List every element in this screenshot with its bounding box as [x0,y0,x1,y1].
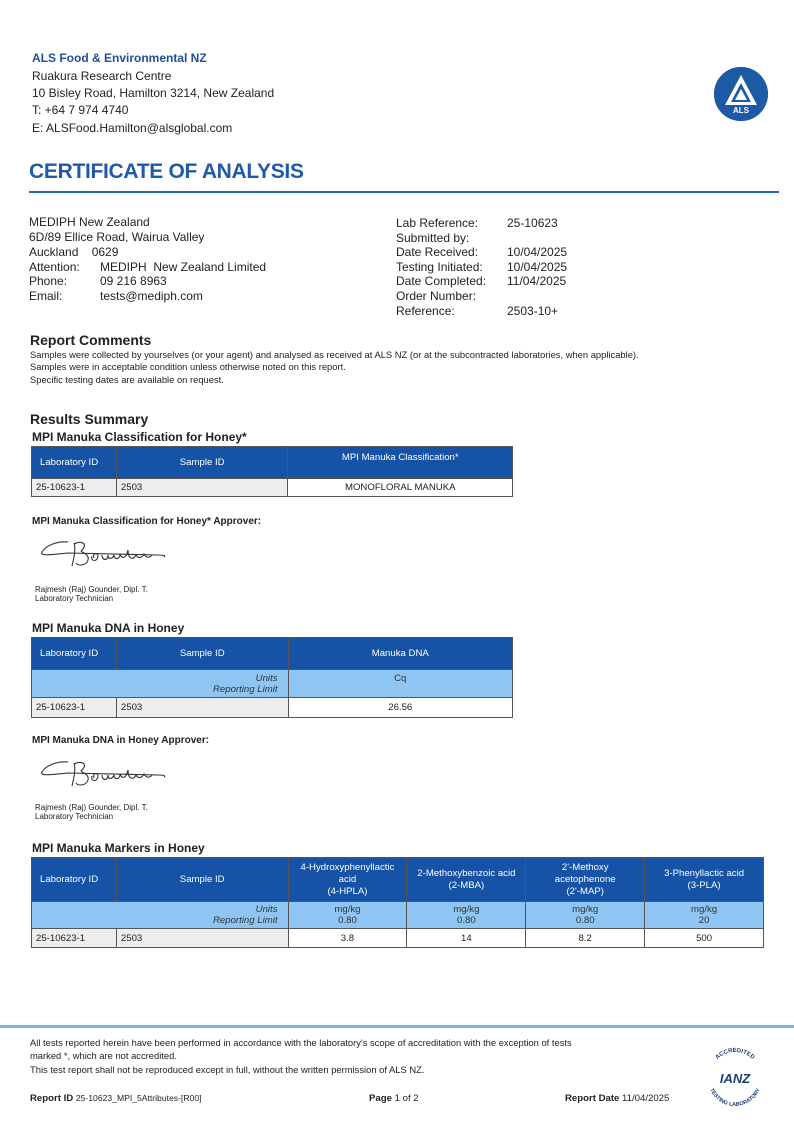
col-2-map [526,858,645,902]
accreditation-logo [700,1043,770,1113]
ref-label: Reference: [396,304,455,318]
classification-heading: MPI Manuka Classification for Honey* [32,430,247,444]
col-4-hpla-line: (4-HPLA) [327,885,368,897]
mba-result: 14 [407,929,526,948]
col-sample-id: Sample ID [116,858,288,902]
accredited-text [715,1048,756,1061]
col-4-hpla-line: 4-Hydroxyphenyllactic [300,861,395,873]
footer-line: All tests reported herein have been performed in accordance with the laboratory's scope of accreditation with the exception of tests [30,1037,572,1048]
col-laboratory-id: Laboratory ID [32,638,117,670]
ref-value: 11/04/2025 [507,274,567,288]
table-row [32,929,764,948]
attention-label: Attention: [29,260,80,274]
page-title: CERTIFICATE OF ANALYSIS [29,160,304,183]
reporting-limit-label: Reporting Limit [213,683,278,695]
col-laboratory-id: Laboratory ID [32,858,117,902]
report-id [30,1093,201,1104]
units-label-cell [32,902,289,929]
table-row [32,479,513,497]
ref-label: Order Number: [396,289,477,303]
reporting-limit-value: 0.80 [338,915,357,926]
email-value: tests@mediph.com [100,289,203,303]
markers-heading: MPI Manuka Markers in Honey [32,841,205,855]
col-sample-id: Sample ID [116,638,288,670]
footer-divider [0,1025,794,1028]
col-2-map-line: 2'-Methoxy [561,861,609,873]
footer-line: This test report shall not be reproduced except in full, without the written permission of ALS NZ. [30,1064,425,1075]
accredited-top: ACCREDITED [714,1047,756,1061]
col-2-map-line: (2'-MAP) [566,885,604,897]
units-label: Units [255,672,278,684]
markers-table [31,857,764,948]
footer-line: marked *, which are not accredited. [30,1050,177,1061]
comment-line: Samples were collected by yourselves (or your agent) and analysed as received at ALS NZ (or at the subcontracted laboratories, when applicable). [30,349,639,360]
classification-approver-label: MPI Manuka Classification for Honey* Approver: [32,516,262,527]
col-4-hpla [288,858,407,902]
lab-phone: T: +64 7 974 4740 [32,103,129,117]
map-result: 8.2 [526,929,645,948]
reporting-limit-label: Reporting Limit [212,915,278,926]
lab-address-line: 10 Bisley Road, Hamilton 3214, New Zealand [32,86,275,100]
reporting-limit-value: 20 [698,915,710,926]
report-comments-heading: Report Comments [30,332,152,348]
col-2-mba [407,858,526,902]
report-date-value: 11/04/2025 [622,1093,670,1104]
client-city: Auckland 0629 [29,245,119,259]
ianz-mark: IANZ [719,1071,751,1086]
comment-line: Specific testing dates are available on request. [30,374,224,385]
classification-table [31,446,513,497]
reporting-limit-value: 0.80 [457,915,476,926]
ref-label: Submitted by: [396,231,470,245]
unit-cell [288,902,407,929]
unit-value: mg/kg [453,904,480,915]
units-label-cell [32,670,289,698]
col-classification: MPI Manuka Classification* [288,447,513,479]
col-3-pla-line: (3-PLA) [687,879,721,891]
sample-id-cell: 2503 [116,698,288,718]
comment-line: Samples were in acceptable condition unless otherwise noted on this report. [30,361,346,372]
results-summary-heading: Results Summary [30,411,149,427]
table-row [32,698,513,718]
dna-table [31,637,513,718]
ref-label: Date Completed: [396,274,487,288]
lab-email: E: ALSFood.Hamilton@alsglobal.com [32,121,233,135]
lab-id-cell: 25-10623-1 [32,698,117,718]
accredited-bottom: TESTING LABORATORY [708,1087,762,1109]
col-4-hpla-line: acid [338,873,357,885]
technician-name: Rajmesh (Raj) Gounder, Dipl. T. [35,585,148,594]
report-date [565,1093,669,1104]
sample-id-cell: 2503 [116,479,288,497]
unit-value: mg/kg [572,904,599,915]
dna-heading: MPI Manuka DNA in Honey [32,621,185,635]
report-date-label: Report Date [565,1093,620,1104]
col-2-mba-line: (2-MBA) [448,879,485,891]
logo-text: ALS [733,106,749,115]
report-id-value: 25-10623_MPI_5Attributes-[R00] [75,1093,202,1103]
ref-value: 25-10623 [507,216,558,230]
signature-image [38,536,173,572]
client-name: MEDIPH New Zealand [29,215,150,229]
unit-cell [526,902,645,929]
units-label: Units [255,904,278,915]
unit-value: mg/kg [334,904,361,915]
phone-label: Phone: [29,274,68,288]
unit-cell [645,902,764,929]
technician-name: Rajmesh (Raj) Gounder, Dipl. T. [35,803,148,812]
email-label: Email: [29,289,63,303]
client-address: 6D/89 Ellice Road, Wairua Valley [29,230,205,244]
sample-id-cell: 2503 [116,929,288,948]
ref-value: 10/04/2025 [507,245,568,259]
als-logo [714,67,768,121]
page-number [369,1093,419,1104]
lab-id-cell: 25-10623-1 [32,479,117,497]
report-id-label: Report ID [30,1093,74,1104]
ref-value: 2503-10+ [507,304,559,318]
pla-result: 500 [645,929,764,948]
ref-value: 10/04/2025 [507,260,568,274]
technician-role: Laboratory Technician [35,812,114,821]
col-2-map-line: acetophenone [554,873,616,885]
ref-label: Date Received: [396,245,479,259]
ref-label: Lab Reference: [396,216,479,230]
title-divider [29,191,779,193]
col-3-pla-line: 3-Phenyllactic acid [664,867,745,879]
reporting-limit-value: 0.80 [575,915,595,926]
lab-address-line: Ruakura Research Centre [32,69,172,83]
phone-value: 09 216 8963 [100,274,167,288]
dna-result: 26.56 [288,698,512,718]
classification-result: MONOFLORAL MANUKA [288,479,513,497]
testing-lab-text [708,1087,762,1108]
col-sample-id: Sample ID [116,447,288,479]
unit-value: mg/kg [691,904,718,915]
lab-name: ALS Food & Environmental NZ [32,51,207,65]
hpla-result: 3.8 [288,929,407,948]
col-3-pla [645,858,764,902]
page-label: Page [369,1093,392,1104]
col-manuka-dna: Manuka DNA [288,638,512,670]
col-2-mba-line: 2-Methoxybenzoic acid [417,867,516,879]
attention-value: MEDIPH New Zealand Limited [100,260,267,274]
unit-cq: Cq [288,670,512,698]
col-laboratory-id: Laboratory ID [32,447,117,479]
unit-cell [407,902,526,929]
als-logo-icon [714,67,768,121]
signature-image [38,756,173,792]
ref-label: Testing Initiated: [396,260,483,274]
technician-role: Laboratory Technician [35,594,114,603]
page-value: 1 of 2 [394,1093,419,1104]
dna-approver-label: MPI Manuka DNA in Honey Approver: [32,735,210,746]
lab-id-cell: 25-10623-1 [32,929,117,948]
